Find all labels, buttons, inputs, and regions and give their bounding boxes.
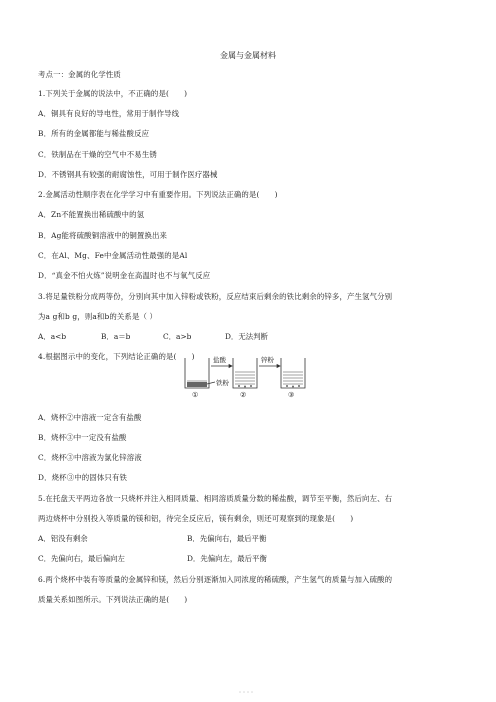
question-5-option-b: B．先偏向右，最后平衡 (187, 534, 267, 543)
reagent-hcl-label: 盐酸 (213, 356, 226, 364)
beaker-2-label: ② (240, 391, 247, 399)
question-1-option-c: C．铁制品在干燥的空气中不易生锈 (38, 150, 157, 159)
metal-iron-label: 铁粉 (216, 379, 229, 387)
question-3-stem-cont: 为a g和b g，则a和b的关系是（ ） (38, 312, 158, 321)
question-3-option-b: B．a＝b (101, 332, 131, 341)
document-title: 金属与金属材料 (220, 51, 276, 60)
question-4-option-b: B．烧杯③中一定没有盐酸 (38, 433, 127, 442)
question-1-option-a: A．铜具有良好的导电性，常用于制作导线 (38, 109, 180, 118)
question-3-option-d: D．无法判断 (225, 332, 268, 341)
question-5-stem: 5.在托盘天平两边各放一只烧杯并注入相同质量、相同溶质质量分数的稀盐酸，调节至平衡，然后向左、右 (38, 494, 393, 503)
beaker-3-label: ③ (288, 391, 295, 399)
section-heading: 考点一：金属的化学性质 (38, 70, 121, 79)
question-5-option-a: A．铝没有剩余 (38, 534, 88, 543)
question-2-option-a: A．Zn不能置换出稀硫酸中的氢 (38, 210, 145, 219)
question-1-option-b: B．所有的金属都能与稀盐酸反应 (38, 129, 150, 138)
question-4-stem: 4.根据图示中的变化，下列结论正确的是( ) (38, 352, 195, 361)
question-2-option-d: D．“真金不怕火炼”说明金在高温时也不与氧气反应 (38, 271, 211, 280)
question-2-option-c: C．在Al、Mg、Fe中金属活动性最强的是Al (38, 251, 188, 260)
question-3-stem: 3.将足量铁粉分成两等份，分别向其中加入锌粉或铁粉，反应结束后剩余的铁比剩余的锌多，产生氢气分别 (38, 292, 393, 301)
question-2-option-b: B．Ag能将硫酸铜溶液中的铜置换出来 (38, 231, 168, 240)
question-1-stem: 1.下列关于金属的说法中，不正确的是( ) (38, 89, 188, 98)
question-5-option-d: D．先偏向左，最后平衡 (187, 554, 267, 563)
question-5-stem-cont: 两边烧杯中分别投入等质量的镁和铝，待完全反应后，镁有剩余，则还可观察到的现象是( ) (38, 514, 354, 523)
reagent-zinc-label: 锌粉 (261, 356, 274, 364)
question-1-option-d: D．不锈钢具有较强的耐腐蚀性，可用于制作医疗器械 (38, 170, 218, 179)
question-2-stem: 2.金属活动性顺序表在化学学习中有重要作用。下列说法正确的是( ) (38, 190, 278, 199)
question-4-option-c: C．烧杯③中溶液为氯化锌溶液 (38, 453, 142, 462)
beaker-diagram (183, 352, 313, 400)
page-footer-mark (232, 690, 262, 694)
question-4-option-d: D．烧杯③中的固体只有铁 (38, 473, 128, 482)
question-6-stem: 6.两个烧杯中装有等质量的金属锌和镁，然后分别逐渐加入同浓度的稀硫酸，产生氢气的质量与加入硫酸的 (38, 575, 393, 584)
question-3-option-c: C．a>b (163, 332, 192, 341)
question-6-stem-cont: 质量关系如图所示。下列说法正确的是( ) (38, 595, 188, 604)
question-4-option-a: A．烧杯②中溶液一定含有盐酸 (38, 413, 142, 422)
question-5-option-c: C．先偏向右，最后偏向左 (38, 554, 125, 563)
question-3-option-a: A．a<b (38, 332, 67, 341)
beaker-1-label: ① (192, 391, 199, 399)
